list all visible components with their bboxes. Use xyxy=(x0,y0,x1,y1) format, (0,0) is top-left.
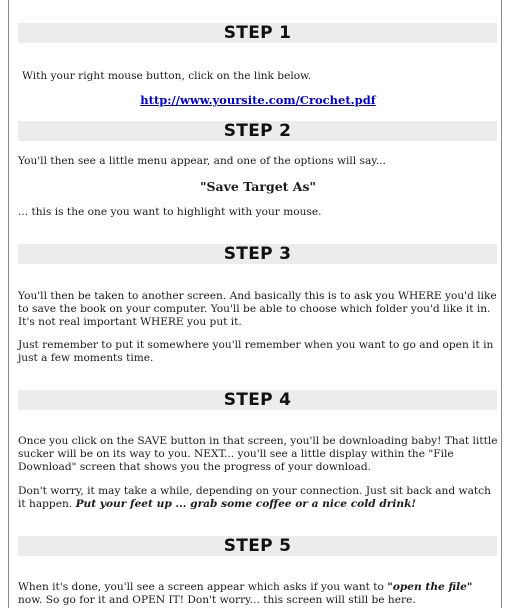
step-2-heading: STEP 2 xyxy=(18,121,497,141)
save-target-as-label: "Save Target As" xyxy=(199,179,317,194)
step-4-emphasis: Put your feet up ... grab some coffee or a nice cold drink! xyxy=(75,498,417,511)
step-1-heading: STEP 1 xyxy=(18,23,497,43)
step-3-heading: STEP 3 xyxy=(18,244,497,264)
open-the-file-emphasis: "open the file" xyxy=(387,581,473,593)
step-2-outro: ... this is the one you want to highlight with your mouse. xyxy=(18,206,322,218)
step-4-paragraph-2-text: Don't worry, it may take a while, depending on your connection. Just sit back and watch it happen. xyxy=(18,485,491,511)
step-3-paragraph-2: Just remember to put it somewhere you'll remember when you want to go and open it in just a few moments time. xyxy=(18,339,494,365)
step-4-paragraph-2 xyxy=(18,485,498,511)
pdf-download-link[interactable]: http://www.yoursite.com/Crochet.pdf xyxy=(140,93,376,107)
step-1-instruction: With your right mouse button, click on the link below. xyxy=(22,70,312,82)
step-5-heading: STEP 5 xyxy=(18,536,497,556)
step-5-text-start: When it's done, you'll see a screen appear which asks if you want to xyxy=(18,581,384,593)
step-4-heading: STEP 4 xyxy=(18,390,497,410)
step-5-text-end: now. So go for it and OPEN IT! Don't worry... this screen will still be here. xyxy=(18,594,416,607)
step-1-link-row xyxy=(18,94,498,108)
step-4-paragraph-1: Once you click on the SAVE button in that screen, you'll be downloading baby! That little sucker will be on its way to you. NEXT... you'll see a little display within the "File Download" screen that shows you the progress of your download. xyxy=(18,435,498,474)
step-3-paragraph-1: You'll then be taken to another screen. And basically this is to ask you WHERE you'd like to save the book on your computer. You'll be able to choose which folder you'd like it in. It's not real important WHERE you put it. xyxy=(18,290,497,329)
step-2-intro: You'll then see a little menu appear, and one of the options will say... xyxy=(18,155,386,167)
step-5-paragraph-1 xyxy=(18,581,498,607)
